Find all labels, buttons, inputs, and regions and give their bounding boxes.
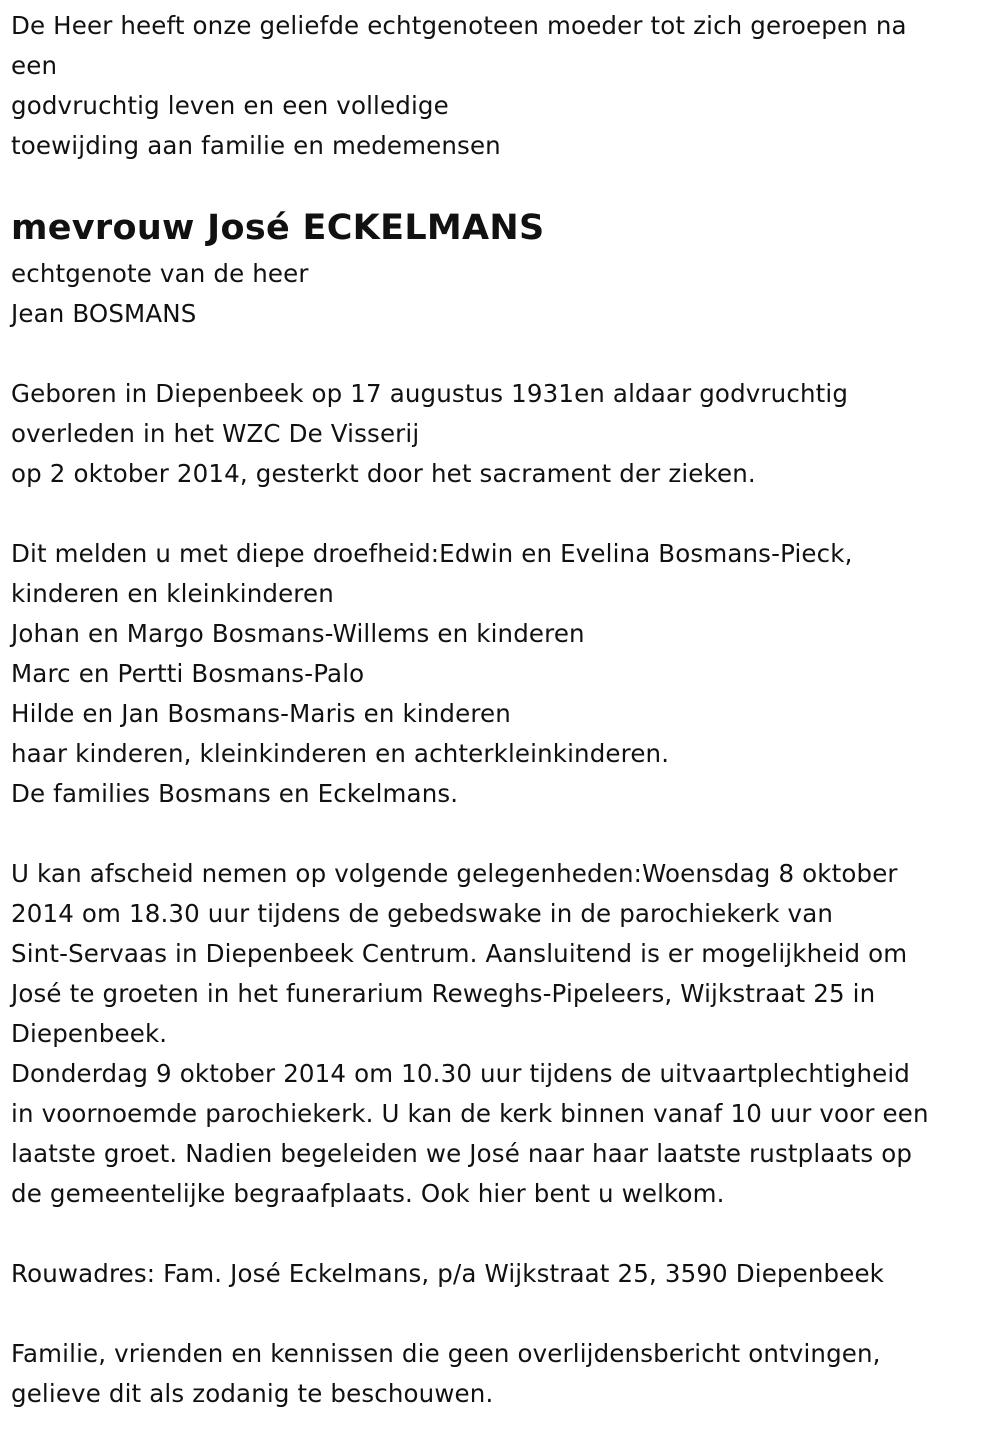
family-paragraph: [11, 534, 990, 814]
spacer: [11, 1294, 990, 1334]
spacer: [11, 334, 990, 374]
family-line: Marc en Pertti Bosmans-Palo: [11, 659, 365, 688]
deceased-name: mevrouw José ECKELMANS: [11, 208, 545, 248]
farewell-line: 2014 om 18.30 uur tijdens de gebedswake in de parochiekerk van: [11, 899, 834, 928]
family-line: De families Bosmans en Eckelmans.: [11, 779, 459, 808]
mourning-address: Rouwadres: Fam. José Eckelmans, p/a Wijkstraat 25, 3590 Diepenbeek: [11, 1259, 885, 1288]
farewell-line: Sint-Servaas in Diepenbeek Centrum. Aansluitend is er mogelijkheid om: [11, 939, 908, 968]
farewell-paragraph: [11, 854, 990, 1214]
farewell-line: Donderdag 9 oktober 2014 om 10.30 uur tijdens de uitvaartplechtigheid: [11, 1059, 911, 1088]
spacer: [11, 1214, 990, 1254]
closing-line: Familie, vrienden en kennissen die geen overlijdensbericht ontvingen,: [11, 1339, 881, 1368]
birth-death-line: Geboren in Diepenbeek op 17 augustus 1931en aldaar godvruchtig: [11, 379, 849, 408]
birth-death-line: op 2 oktober 2014, gesterkt door het sacrament der zieken.: [11, 459, 756, 488]
family-line: Hilde en Jan Bosmans-Maris en kinderen: [11, 699, 511, 728]
closing-line: gelieve dit als zodanig te beschouwen.: [11, 1379, 494, 1408]
birth-death-line: overleden in het WZC De Visserij: [11, 419, 420, 448]
family-line: haar kinderen, kleinkinderen en achterkleinkinderen.: [11, 739, 670, 768]
intro-line: toewijding aan familie en medemensen: [11, 131, 501, 160]
family-line: Johan en Margo Bosmans-Willems en kinderen: [11, 619, 585, 648]
family-line: Dit melden u met diepe droefheid:Edwin en Evelina Bosmans-Pieck,: [11, 539, 853, 568]
closing-paragraph: [11, 1334, 990, 1414]
intro-line: godvruchtig leven en een volledige: [11, 91, 449, 120]
spacer: [11, 494, 990, 534]
intro-line: De Heer heeft onze geliefde echtgenoteen moeder tot zich geroepen na: [11, 11, 907, 40]
intro-paragraph: [11, 6, 990, 166]
farewell-line: in voornoemde parochiekerk. U kan de kerk binnen vanaf 10 uur voor een: [11, 1099, 929, 1128]
farewell-line: U kan afscheid nemen op volgende gelegenheden:Woensdag 8 oktober: [11, 859, 898, 888]
spacer: [11, 814, 990, 854]
spouse-line: Jean BOSMANS: [11, 299, 197, 328]
intro-line: een: [11, 51, 58, 80]
spouse-paragraph: [11, 254, 990, 334]
farewell-line: José te groeten in het funerarium Reweghs-Pipeleers, Wijkstraat 25 in: [11, 979, 876, 1008]
birth-death-paragraph: [11, 374, 990, 494]
farewell-line: Diepenbeek.: [11, 1019, 168, 1048]
farewell-line: laatste groet. Nadien begeleiden we José naar haar laatste rustplaats op: [11, 1139, 913, 1168]
spouse-line: echtgenote van de heer: [11, 259, 309, 288]
family-line: kinderen en kleinkinderen: [11, 579, 334, 608]
farewell-line: de gemeentelijke begraafplaats. Ook hier bent u welkom.: [11, 1179, 725, 1208]
